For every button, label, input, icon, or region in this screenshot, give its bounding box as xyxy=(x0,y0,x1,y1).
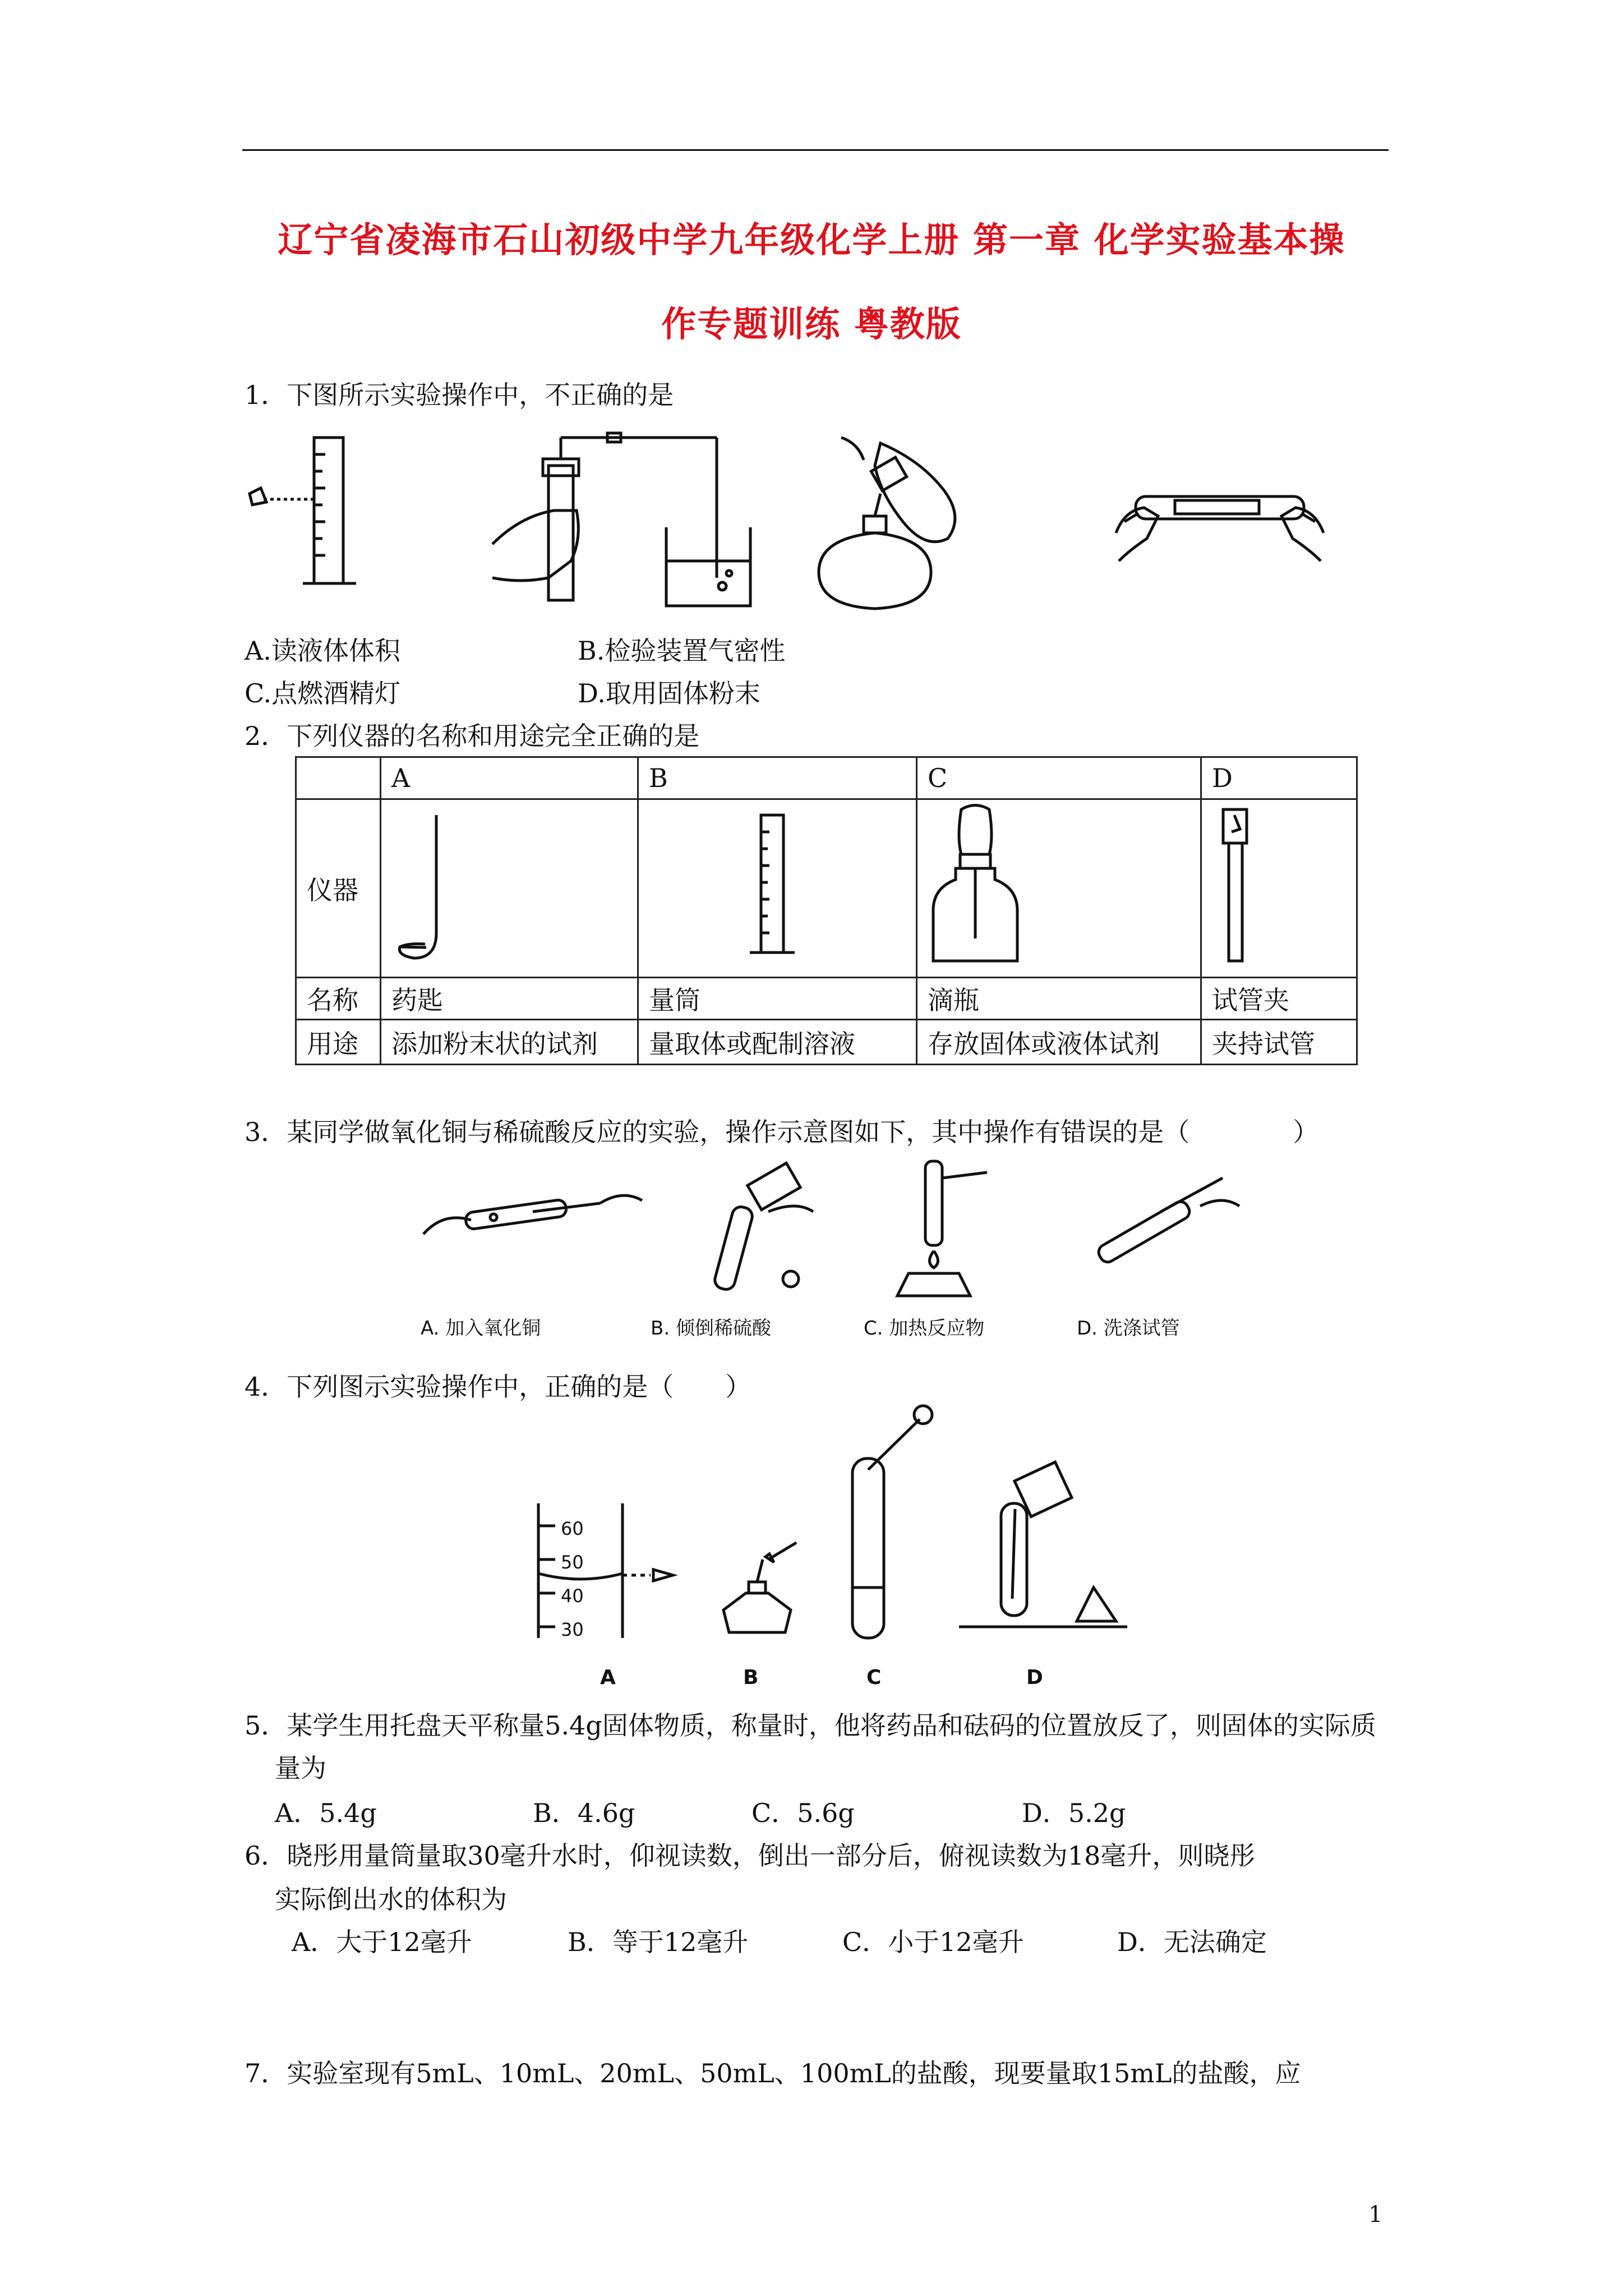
q1-option-c: C.点燃酒精灯 xyxy=(245,678,401,708)
page-title-line-2: 作专题训练 粤教版 xyxy=(661,303,962,344)
q6-option-a: A．大于12毫升 xyxy=(292,1927,472,1957)
table-cell: 量取体或配制溶液 xyxy=(638,1020,917,1065)
q4-label-d: D xyxy=(1026,1666,1043,1689)
header-rule xyxy=(242,149,1389,151)
question-6-stem-line-1: 6．晓彤用量筒量取30毫升水时，仰视读数，倒出一部分后，俯视读数为18毫升，则晓彤 xyxy=(245,1841,1256,1871)
table-header-row xyxy=(296,757,1357,799)
q3-caption-c: C. 加热反应物 xyxy=(864,1317,985,1340)
q4-label-a: A xyxy=(600,1666,616,1689)
table-cell: 滴瓶 xyxy=(917,978,1201,1020)
table-header-cell: D xyxy=(1201,757,1357,799)
table-cell: 存放固体或液体试剂 xyxy=(917,1020,1201,1065)
table-header-cell xyxy=(296,757,381,799)
scale-label-30: 30 xyxy=(561,1619,584,1640)
q1-option-d: D.取用固体粉末 xyxy=(578,678,760,708)
table-cell: 用途 xyxy=(296,1020,381,1065)
table-cell: 试管夹 xyxy=(1201,978,1357,1020)
table-cell-cylinder-image xyxy=(638,799,917,978)
scale-label-40: 40 xyxy=(561,1585,584,1607)
page-title-line-1: 辽宁省凌海市石山初级中学九年级化学上册 第一章 化学实验基本操 xyxy=(278,219,1345,260)
table-cell-dropper-bottle-image xyxy=(917,799,1201,978)
page-number: 1 xyxy=(1368,2202,1383,2228)
q1-option-b: B.检验装置气密性 xyxy=(578,636,786,666)
q5-option-c: C．5.6g xyxy=(751,1798,855,1828)
q3-caption-d: D. 洗涤试管 xyxy=(1077,1317,1180,1340)
table-header-cell: A xyxy=(381,757,638,799)
scale-label-60: 60 xyxy=(561,1518,584,1539)
scale-label-50: 50 xyxy=(561,1552,584,1573)
question-5-stem-line-2: 量为 xyxy=(275,1753,326,1783)
question-7-stem: 7．实验室现有5mL、10mL、20mL、50mL、100mL的盐酸，现要量取15mL的盐酸，应 xyxy=(245,2058,1301,2088)
q4-label-c: C xyxy=(866,1666,882,1689)
table-header-cell: C xyxy=(917,757,1201,799)
table-cell: 夹持试管 xyxy=(1201,1020,1357,1065)
q5-option-a: A．5.4g xyxy=(275,1798,377,1828)
table-row xyxy=(296,1020,1357,1065)
table-cell: 添加粉末状的试剂 xyxy=(381,1020,638,1065)
q6-option-b: B．等于12毫升 xyxy=(568,1927,749,1957)
table-cell: 仪器 xyxy=(296,799,381,978)
table-cell-test-tube-clamp-image xyxy=(1201,799,1357,978)
q5-option-d: D．5.2g xyxy=(1022,1798,1126,1828)
q1-option-a: A.读液体体积 xyxy=(245,636,400,666)
q2-instrument-table xyxy=(295,756,1358,1065)
question-5-stem-line-1: 5．某学生用托盘天平称量5.4g固体物质，称量时，他将药品和砝码的位置放反了，则固体的实际质 xyxy=(245,1710,1376,1741)
question-2-stem: 2．下列仪器的名称和用途完全正确的是 xyxy=(245,721,700,751)
q6-option-d: D．无法确定 xyxy=(1117,1927,1267,1957)
question-6-stem-line-2: 实际倒出水的体积为 xyxy=(275,1884,507,1915)
q5-option-b: B．4.6g xyxy=(533,1798,635,1828)
table-header-cell: B xyxy=(638,757,917,799)
question-1-stem: 1．下图所示实验操作中，不正确的是 xyxy=(245,380,674,410)
question-3-stem: 3．某同学做氧化铜与稀硫酸反应的实验，操作示意图如下，其中操作有错误的是（ ） xyxy=(245,1117,1319,1147)
table-row xyxy=(296,978,1357,1020)
table-cell-spoon-image xyxy=(381,799,638,978)
q3-caption-a: A. 加入氧化铜 xyxy=(421,1317,541,1340)
table-cell: 药匙 xyxy=(381,978,638,1020)
q4-label-b: B xyxy=(743,1666,759,1689)
table-cell: 名称 xyxy=(296,978,381,1020)
question-4-stem: 4．下列图示实验操作中，正确的是（ ） xyxy=(245,1372,751,1402)
q6-option-c: C．小于12毫升 xyxy=(842,1927,1024,1957)
table-cell: 量筒 xyxy=(638,978,917,1020)
q3-caption-b: B. 倾倒稀硫酸 xyxy=(651,1317,771,1340)
table-row xyxy=(296,799,1357,978)
